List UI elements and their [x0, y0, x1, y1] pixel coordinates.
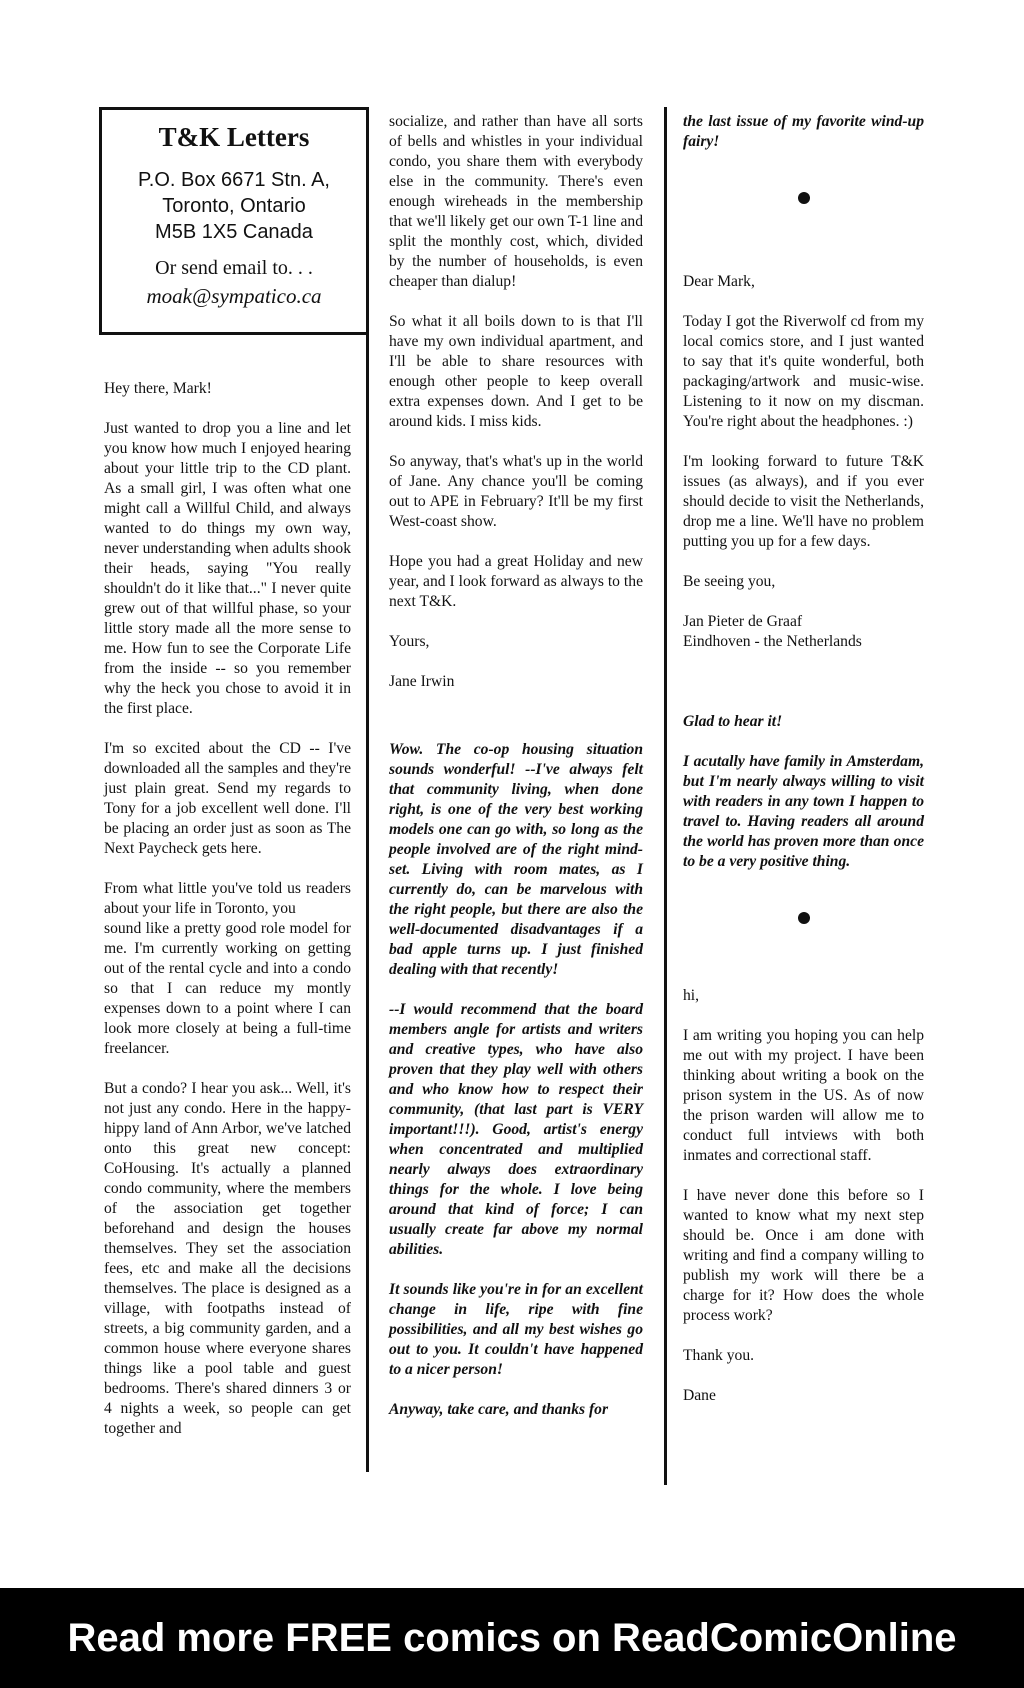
- editor-reply: --I would recommend that the board members angle for artists and writers and creative types, who have also proven that they play well with others and who know how to respect their community, (that last part is VERY important!!!). Good, artist's energy when concentrated and multiplied nearly always does extraordinary things for the whole. I love being around that kind of force; I can usually create far above my normal abilities.: [389, 1001, 643, 1258]
- letter-greeting: Hey there, Mark!: [104, 380, 212, 397]
- letter-signature: Dane: [683, 1387, 716, 1404]
- address-box: [99, 107, 369, 335]
- letter-paragraph: I have never done this before so I wanted to know what my next step should be. Once i am done with writing and find a company willing to publish my work will there be a charge for it? How does the whole process work?: [683, 1187, 924, 1324]
- letter-paragraph: I'm looking forward to future T&K issues (as always), and if you ever should decide to visit the Netherlands, drop me a line. We'll have no problem putting you up for a few days.: [683, 453, 924, 550]
- letter-closing: Yours,: [389, 633, 430, 650]
- editor-reply: I acutally have family in Amsterdam, but I'm nearly always willing to visit with readers in any town I happen to travel to. Having readers all around the world has proven more than once to be a very positive thing.: [683, 753, 924, 870]
- section-divider: [798, 192, 810, 204]
- email-address: moak@sympatico.ca: [146, 284, 322, 308]
- editor-reply: Wow. The co-op housing situation sounds wonderful! --I've always felt that community living, when done right, is one of the very best working models one can go with, so long as the people involved are of the right mind-set. Living with room mates, as I currently do, can be marvelous with the right people, but there are also the well-documented disadvantages if a bad apple turns up. I just finished dealing with that recently!: [389, 741, 643, 978]
- letter-paragraph: So what it all boils down to is that I'll have my own individual apartment, and I'll be able to share resources with enough other people to keep overall extra expenses down. And I get to be around kids. I miss kids.: [389, 313, 643, 430]
- email-label: Or send email to. . .: [155, 257, 313, 279]
- letter-closing: Be seeing you,: [683, 573, 776, 590]
- letter-paragraph: But a condo? I hear you ask... Well, it's not just any condo. Here in the happy-hippy land of Ann Arbor, we've latched onto this great new concept: CoHousing. It's actually a planned condo community, where the members of the association get together beforehand and design the houses themselves. They set the association fees, etc and make all the decisions themselves. The place is designed as a village, with footpaths instead of streets, a big community garden, and a common house where everyone shares things like a pool table and guest bedrooms. There's shared dinners 3 or 4 nights a week, so people can get together and: [104, 1080, 351, 1437]
- section-divider: [798, 912, 810, 924]
- letter-paragraph: From what little you've told us readers about your life in Toronto, you: [104, 880, 351, 917]
- column-rule: [366, 107, 369, 1472]
- letters-title: T&K Letters: [158, 122, 310, 152]
- column-rule: [664, 107, 667, 1485]
- letter-signature: Jane Irwin: [389, 673, 455, 690]
- letter-paragraph: I'm so excited about the CD -- I've downloaded all the samples and they're just plain great. Send my regards to Tony for a job excellent well done. I'll be placing an order just as soon as The Next Paycheck gets here.: [104, 740, 351, 857]
- address-line: M5B 1X5 Canada: [155, 221, 313, 243]
- column-2: [389, 112, 643, 1440]
- address-line: Toronto, Ontario: [162, 195, 306, 217]
- letter-location: Eindhoven - the Netherlands: [683, 633, 862, 650]
- letter-greeting: Dear Mark,: [683, 273, 755, 290]
- editor-reply: Anyway, take care, and thanks for: [389, 1401, 609, 1418]
- promo-banner[interactable]: [0, 1588, 1024, 1688]
- letter-paragraph: So anyway, that's what's up in the world of Jane. Any chance you'll be coming out to APE in February? It'll be my first West-coast show.: [389, 453, 643, 530]
- letter-paragraph: Hope you had a great Holiday and new year, and I look forward as always to the next T&K.: [389, 553, 643, 610]
- editor-reply: It sounds like you're in for an excellent change in life, ripe with fine possibilities, and all my best wishes go out to you. It couldn't have happened to a nicer person!: [389, 1281, 643, 1378]
- letter-closing: Thank you.: [683, 1347, 755, 1364]
- column-3: [683, 112, 924, 1426]
- letter-greeting: hi,: [683, 987, 700, 1004]
- letter-signature: Jan Pieter de Graaf: [683, 613, 803, 630]
- editor-reply: the last issue of my favorite wind-up fairy!: [683, 113, 924, 150]
- promo-banner-text: Read more FREE comics on ReadComicOnline: [67, 1615, 957, 1660]
- column-1: [104, 379, 351, 1459]
- letter-paragraph: socialize, and rather than have all sorts of bells and whistles in your individual condo, you share them with everybody else in the community. There's even enough wireheads in the membership that we'll likely get our own T-1 line and split the monthly cost, which, divided by the number of households, is even cheaper than dialup!: [389, 113, 643, 290]
- letter-paragraph: Today I got the Riverwolf cd from my local comics store, and I just wanted to say that it's quite wonderful, both packaging/artwork and music-wise. Listening to it now on my discman. You're right about the headphones. :): [683, 313, 924, 430]
- letter-paragraph: Just wanted to drop you a line and let you know how much I enjoyed hearing about your little trip to the CD plant. As a small girl, I was often what one might call a Willful Child, and always wanted to do things my own way, never understanding when adults shook their heads, saying "You really shouldn't do it like that..." I never quite grew out of that willful phase, so your little story made all the more sense to me. How fun to see the Corporate Life from the inside -- so you remember why the heck you chose to avoid it in the first place.: [104, 420, 351, 717]
- letter-paragraph: sound like a pretty good role model for me. I'm currently working on getting out of the rental cycle and into a condo so that I can reduce my montly expenses down to a point where I can look more closely at being a full-time freelancer.: [104, 920, 351, 1057]
- address-line: P.O. Box 6671 Stn. A,: [138, 169, 330, 191]
- editor-reply: Glad to hear it!: [683, 713, 783, 730]
- letter-paragraph: I am writing you hoping you can help me out with my project. I have been thinking about writing a book on the prison system in the US. As of now the prison warden will allow me to conduct full intviews with both inmates and correctional staff.: [683, 1027, 924, 1164]
